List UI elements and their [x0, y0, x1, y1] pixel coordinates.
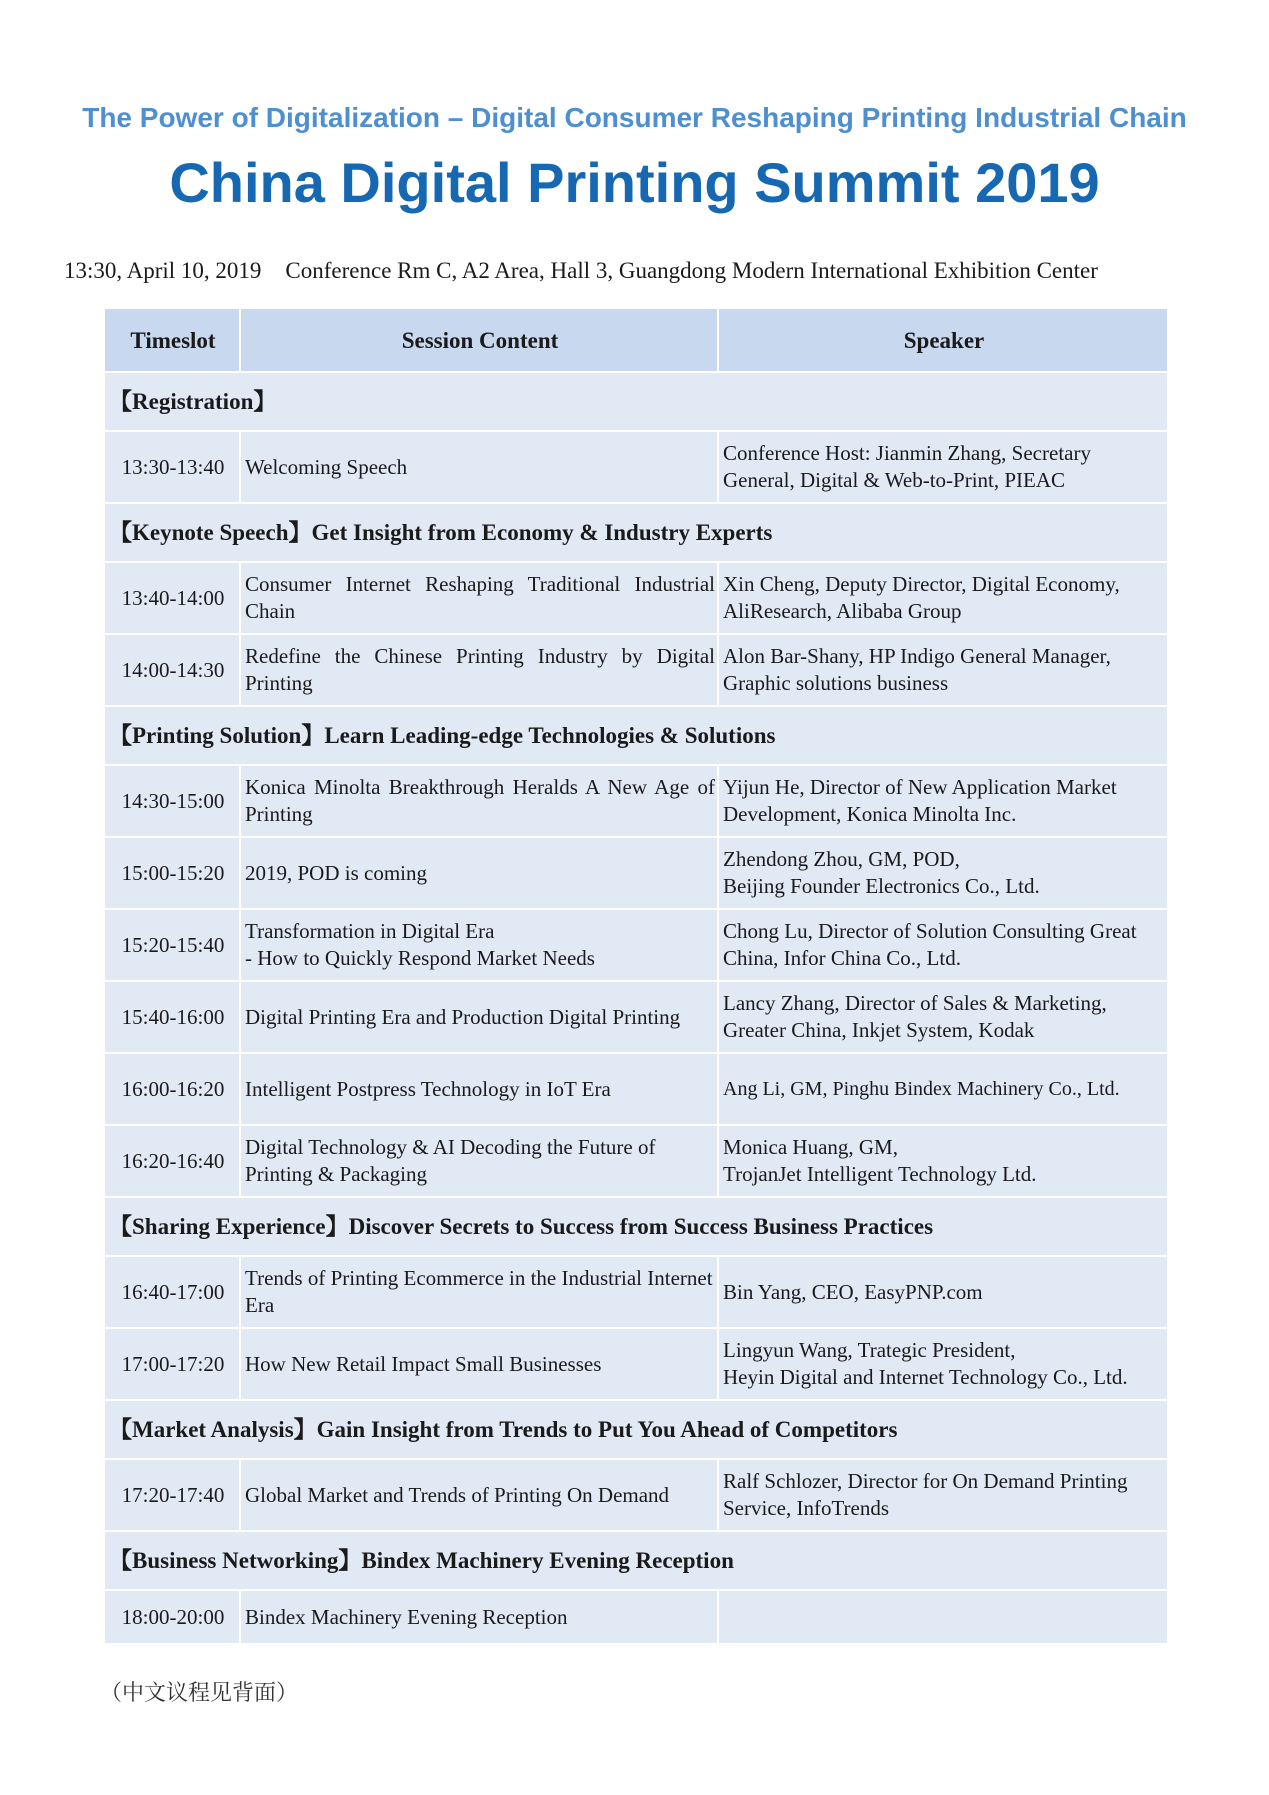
subtitle: The Power of Digitalization – Digital Consumer Reshaping Printing Industrial Chain — [82, 102, 1187, 133]
speaker-cell: Ang Li, GM, Pinghu Bindex Machinery Co., Ltd. — [718, 1053, 1168, 1125]
table-row — [104, 1459, 1168, 1531]
page-title: China Digital Printing Summit 2019 — [169, 151, 1100, 214]
table-row — [104, 431, 1168, 503]
session-cell: Welcoming Speech — [240, 431, 718, 503]
table-row — [104, 1328, 1168, 1400]
speaker-line: Heyin Digital and Internet Technology Co., Ltd. — [723, 1365, 1128, 1389]
session-cell: How New Retail Impact Small Businesses — [240, 1328, 718, 1400]
speaker-line: Beijing Founder Electronics Co., Ltd. — [723, 874, 1040, 898]
section-sharing-experience — [104, 1197, 1168, 1256]
speaker-cell — [718, 1125, 1168, 1197]
event-info — [64, 258, 1098, 284]
table-row — [104, 1053, 1168, 1125]
speaker-cell: Alon Bar-Shany, HP Indigo General Manager, Graphic solutions business — [718, 634, 1168, 706]
speaker-cell — [718, 1328, 1168, 1400]
timeslot-cell: 13:30-13:40 — [104, 431, 240, 503]
speaker-cell: Conference Host: Jianmin Zhang, Secretary General, Digital & Web-to-Print, PIEAC — [718, 431, 1168, 503]
speaker-cell: Lancy Zhang, Director of Sales & Marketing, Greater China, Inkjet System, Kodak — [718, 981, 1168, 1053]
event-datetime: 13:30, April 10, 2019 — [64, 258, 262, 283]
section-title: 【Market Analysis】Gain Insight from Trends to Put You Ahead of Competitors — [104, 1400, 1168, 1459]
session-cell: Redefine the Chinese Printing Industry by Digital Printing — [240, 634, 718, 706]
section-business-networking — [104, 1531, 1168, 1590]
section-title: 【Business Networking】Bindex Machinery Evening Reception — [104, 1531, 1168, 1590]
speaker-cell — [718, 837, 1168, 909]
event-venue: Conference Rm C, A2 Area, Hall 3, Guangdong Modern International Exhibition Center — [285, 258, 1098, 283]
session-cell: Trends of Printing Ecommerce in the Industrial Internet Era — [240, 1256, 718, 1328]
session-cell: 2019, POD is coming — [240, 837, 718, 909]
timeslot-cell: 15:00-15:20 — [104, 837, 240, 909]
header-session-content: Session Content — [240, 308, 718, 372]
speaker-line: TrojanJet Intelligent Technology Ltd. — [723, 1162, 1037, 1186]
section-title: 【Printing Solution】Learn Leading-edge Technologies & Solutions — [104, 706, 1168, 765]
timeslot-cell: 14:30-15:00 — [104, 765, 240, 837]
timeslot-cell: 13:40-14:00 — [104, 562, 240, 634]
timeslot-cell: 17:20-17:40 — [104, 1459, 240, 1531]
section-market-analysis — [104, 1400, 1168, 1459]
speaker-cell: Chong Lu, Director of Solution Consulting Great China, Infor China Co., Ltd. — [718, 909, 1168, 981]
table-row — [104, 837, 1168, 909]
section-title: 【Registration】 — [104, 372, 1168, 431]
table-row — [104, 1125, 1168, 1197]
header-timeslot: Timeslot — [104, 308, 240, 372]
session-line: - How to Quickly Respond Market Needs — [245, 946, 595, 970]
footnote: （中文议程见背面） — [100, 1681, 299, 1706]
section-title: 【Keynote Speech】Get Insight from Economy & Industry Experts — [104, 503, 1168, 562]
timeslot-cell: 15:20-15:40 — [104, 909, 240, 981]
timeslot-cell: 16:20-16:40 — [104, 1125, 240, 1197]
speaker-cell — [718, 1590, 1168, 1644]
session-cell — [240, 909, 718, 981]
session-cell: Digital Technology & AI Decoding the Future of Printing & Packaging — [240, 1125, 718, 1197]
session-line: Transformation in Digital Era — [245, 919, 495, 943]
speaker-cell: Bin Yang, CEO, EasyPNP.com — [718, 1256, 1168, 1328]
session-cell: Bindex Machinery Evening Reception — [240, 1590, 718, 1644]
timeslot-cell: 15:40-16:00 — [104, 981, 240, 1053]
table-row — [104, 1590, 1168, 1644]
timeslot-cell: 16:40-17:00 — [104, 1256, 240, 1328]
timeslot-cell: 16:00-16:20 — [104, 1053, 240, 1125]
section-keynote — [104, 503, 1168, 562]
session-cell: Global Market and Trends of Printing On Demand — [240, 1459, 718, 1531]
table-row — [104, 634, 1168, 706]
session-cell: Consumer Internet Reshaping Traditional Industrial Chain — [240, 562, 718, 634]
table-row — [104, 981, 1168, 1053]
timeslot-cell: 18:00-20:00 — [104, 1590, 240, 1644]
speaker-cell: Ralf Schlozer, Director for On Demand Printing Service, InfoTrends — [718, 1459, 1168, 1531]
section-registration — [104, 372, 1168, 431]
speaker-line: Zhendong Zhou, GM, POD, — [723, 847, 960, 871]
speaker-cell: Yijun He, Director of New Application Market Development, Konica Minolta Inc. — [718, 765, 1168, 837]
table-row — [104, 909, 1168, 981]
table-row — [104, 562, 1168, 634]
session-cell: Digital Printing Era and Production Digital Printing — [240, 981, 718, 1053]
session-cell: Konica Minolta Breakthrough Heralds A New Age of Printing — [240, 765, 718, 837]
session-cell: Intelligent Postpress Technology in IoT Era — [240, 1053, 718, 1125]
table-header-row — [104, 308, 1168, 372]
table-row — [104, 1256, 1168, 1328]
speaker-cell: Xin Cheng, Deputy Director, Digital Economy, AliResearch, Alibaba Group — [718, 562, 1168, 634]
section-printing-solution — [104, 706, 1168, 765]
agenda-table — [103, 307, 1169, 1645]
speaker-line: Monica Huang, GM, — [723, 1135, 898, 1159]
timeslot-cell: 14:00-14:30 — [104, 634, 240, 706]
header-speaker: Speaker — [718, 308, 1168, 372]
timeslot-cell: 17:00-17:20 — [104, 1328, 240, 1400]
section-title: 【Sharing Experience】Discover Secrets to Success from Success Business Practices — [104, 1197, 1168, 1256]
table-row — [104, 765, 1168, 837]
speaker-line: Lingyun Wang, Trategic President, — [723, 1338, 1016, 1362]
